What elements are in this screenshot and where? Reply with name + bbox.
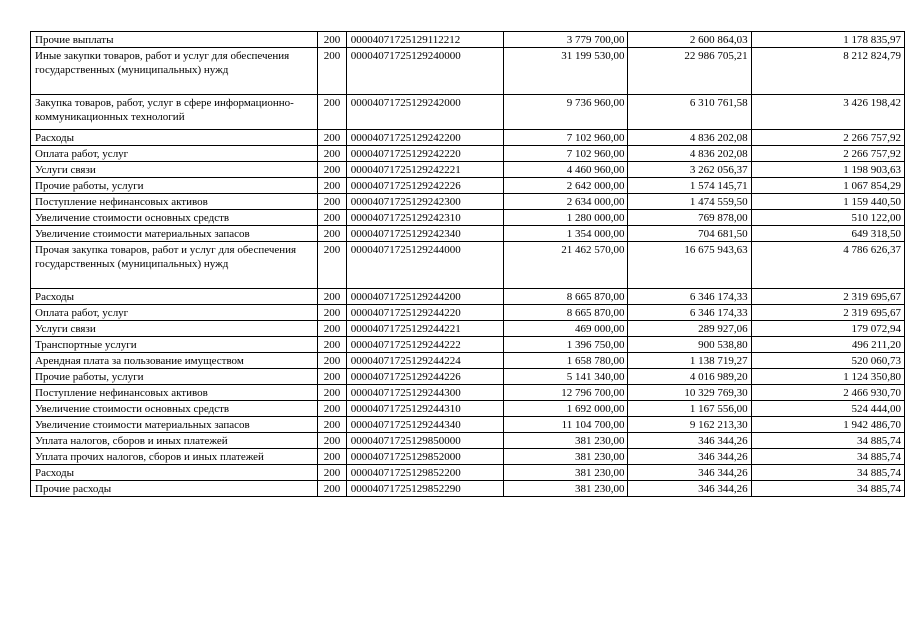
row-executed-cell: 6 346 174,33 [628,289,751,305]
row-name-cell: Услуги связи [31,321,318,337]
row-executed-cell: 4 836 202,08 [628,130,751,146]
table-row [31,242,905,289]
row-budget-code-cell: 00004071725129242340 [346,226,504,242]
row-approved-cell: 381 230,00 [504,449,628,465]
row-approved-cell: 31 199 530,00 [504,48,628,95]
row-unexecuted-cell: 1 067 854,29 [751,178,904,194]
row-executed-cell: 1 574 145,71 [628,178,751,194]
table-row [31,48,905,95]
row-line-code-cell: 200 [318,385,346,401]
row-line-code-cell: 200 [318,48,346,95]
row-budget-code-cell: 00004071725129242226 [346,178,504,194]
table-row [31,32,905,48]
row-unexecuted-cell: 34 885,74 [751,465,904,481]
row-approved-cell: 21 462 570,00 [504,242,628,289]
row-budget-code-cell: 00004071725129240000 [346,48,504,95]
row-approved-cell: 2 634 000,00 [504,194,628,210]
row-name-cell: Услуги связи [31,162,318,178]
table-row [31,130,905,146]
row-approved-cell: 7 102 960,00 [504,130,628,146]
row-unexecuted-cell: 1 124 350,80 [751,369,904,385]
row-line-code-cell: 200 [318,289,346,305]
row-name-cell: Уплата налогов, сборов и иных платежей [31,433,318,449]
row-name-cell: Увеличение стоимости основных средств [31,401,318,417]
row-unexecuted-cell: 1 942 486,70 [751,417,904,433]
row-approved-cell: 1 280 000,00 [504,210,628,226]
row-executed-cell: 16 675 943,63 [628,242,751,289]
row-approved-cell: 469 000,00 [504,321,628,337]
row-executed-cell: 9 162 213,30 [628,417,751,433]
table-row [31,433,905,449]
row-line-code-cell: 200 [318,433,346,449]
table-row [31,465,905,481]
row-name-cell: Расходы [31,289,318,305]
row-budget-code-cell: 00004071725129244220 [346,305,504,321]
row-name-cell: Увеличение стоимости материальных запасов [31,417,318,433]
row-unexecuted-cell: 2 266 757,92 [751,130,904,146]
row-name-cell: Прочие работы, услуги [31,178,318,194]
row-line-code-cell: 200 [318,465,346,481]
row-budget-code-cell: 00004071725129850000 [346,433,504,449]
row-executed-cell: 3 262 056,37 [628,162,751,178]
row-approved-cell: 5 141 340,00 [504,369,628,385]
row-approved-cell: 7 102 960,00 [504,146,628,162]
row-line-code-cell: 200 [318,449,346,465]
row-name-cell: Расходы [31,465,318,481]
row-budget-code-cell: 00004071725129244200 [346,289,504,305]
row-executed-cell: 10 329 769,30 [628,385,751,401]
row-executed-cell: 6 346 174,33 [628,305,751,321]
row-unexecuted-cell: 496 211,20 [751,337,904,353]
row-budget-code-cell: 00004071725129242000 [346,95,504,130]
row-name-cell: Прочая закупка товаров, работ и услуг для обеспечения государственных (муниципальных) нужд [31,242,318,289]
row-unexecuted-cell: 1 159 440,50 [751,194,904,210]
row-line-code-cell: 200 [318,178,346,194]
row-name-cell: Уплата прочих налогов, сборов и иных платежей [31,449,318,465]
row-unexecuted-cell: 524 444,00 [751,401,904,417]
row-executed-cell: 1 138 719,27 [628,353,751,369]
table-row [31,305,905,321]
row-line-code-cell: 200 [318,481,346,497]
row-executed-cell: 1 474 559,50 [628,194,751,210]
row-approved-cell: 1 354 000,00 [504,226,628,242]
row-line-code-cell: 200 [318,353,346,369]
row-executed-cell: 4 016 989,20 [628,369,751,385]
row-name-cell: Прочие расходы [31,481,318,497]
row-unexecuted-cell: 8 212 824,79 [751,48,904,95]
row-unexecuted-cell: 1 178 835,97 [751,32,904,48]
row-budget-code-cell: 00004071725129244300 [346,385,504,401]
table-row [31,481,905,497]
row-unexecuted-cell: 1 198 903,63 [751,162,904,178]
table-row [31,178,905,194]
table-row [31,321,905,337]
row-budget-code-cell: 00004071725129852290 [346,481,504,497]
row-executed-cell: 346 344,26 [628,465,751,481]
table-row [31,385,905,401]
row-unexecuted-cell: 34 885,74 [751,433,904,449]
row-unexecuted-cell: 2 266 757,92 [751,146,904,162]
row-line-code-cell: 200 [318,146,346,162]
expenditure-table-body [31,32,905,497]
row-budget-code-cell: 00004071725129242310 [346,210,504,226]
row-approved-cell: 381 230,00 [504,481,628,497]
row-approved-cell: 1 692 000,00 [504,401,628,417]
row-line-code-cell: 200 [318,417,346,433]
row-approved-cell: 2 642 000,00 [504,178,628,194]
row-budget-code-cell: 00004071725129852200 [346,465,504,481]
row-name-cell: Арендная плата за пользование имуществом [31,353,318,369]
table-row [31,401,905,417]
row-name-cell: Оплата работ, услуг [31,305,318,321]
row-executed-cell: 704 681,50 [628,226,751,242]
row-name-cell: Расходы [31,130,318,146]
row-line-code-cell: 200 [318,210,346,226]
row-line-code-cell: 200 [318,242,346,289]
row-unexecuted-cell: 3 426 198,42 [751,95,904,130]
row-budget-code-cell: 00004071725129244310 [346,401,504,417]
row-name-cell: Иные закупки товаров, работ и услуг для обеспечения государственных (муниципальных) нужд [31,48,318,95]
row-approved-cell: 8 665 870,00 [504,289,628,305]
row-executed-cell: 346 344,26 [628,481,751,497]
row-budget-code-cell: 00004071725129242200 [346,130,504,146]
table-row [31,162,905,178]
row-budget-code-cell: 00004071725129242220 [346,146,504,162]
row-line-code-cell: 200 [318,194,346,210]
row-budget-code-cell: 00004071725129244222 [346,337,504,353]
table-row [31,146,905,162]
row-unexecuted-cell: 649 318,50 [751,226,904,242]
row-budget-code-cell: 00004071725129244226 [346,369,504,385]
row-name-cell: Транспортные услуги [31,337,318,353]
row-approved-cell: 4 460 960,00 [504,162,628,178]
row-name-cell: Увеличение стоимости материальных запасов [31,226,318,242]
row-line-code-cell: 200 [318,321,346,337]
row-executed-cell: 6 310 761,58 [628,95,751,130]
row-budget-code-cell: 00004071725129242221 [346,162,504,178]
row-name-cell: Закупка товаров, работ, услуг в сфере информационно-коммуникационных технологий [31,95,318,130]
row-executed-cell: 289 927,06 [628,321,751,337]
row-line-code-cell: 200 [318,162,346,178]
row-approved-cell: 8 665 870,00 [504,305,628,321]
row-budget-code-cell: 00004071725129244000 [346,242,504,289]
row-line-code-cell: 200 [318,305,346,321]
row-executed-cell: 22 986 705,21 [628,48,751,95]
row-budget-code-cell: 00004071725129112212 [346,32,504,48]
row-budget-code-cell: 00004071725129242300 [346,194,504,210]
table-row [31,210,905,226]
row-line-code-cell: 200 [318,130,346,146]
row-name-cell: Прочие выплаты [31,32,318,48]
row-approved-cell: 1 658 780,00 [504,353,628,369]
row-executed-cell: 769 878,00 [628,210,751,226]
row-line-code-cell: 200 [318,369,346,385]
row-approved-cell: 11 104 700,00 [504,417,628,433]
row-name-cell: Прочие работы, услуги [31,369,318,385]
row-name-cell: Поступление нефинансовых активов [31,194,318,210]
row-unexecuted-cell: 510 122,00 [751,210,904,226]
table-row [31,226,905,242]
table-row [31,289,905,305]
row-unexecuted-cell: 4 786 626,37 [751,242,904,289]
row-executed-cell: 346 344,26 [628,433,751,449]
row-unexecuted-cell: 2 319 695,67 [751,289,904,305]
expenditure-table [30,31,905,497]
table-row [31,417,905,433]
row-line-code-cell: 200 [318,337,346,353]
row-budget-code-cell: 00004071725129244224 [346,353,504,369]
row-approved-cell: 12 796 700,00 [504,385,628,401]
table-row [31,194,905,210]
row-executed-cell: 1 167 556,00 [628,401,751,417]
table-row [31,337,905,353]
row-unexecuted-cell: 179 072,94 [751,321,904,337]
row-unexecuted-cell: 34 885,74 [751,481,904,497]
row-line-code-cell: 200 [318,32,346,48]
row-approved-cell: 1 396 750,00 [504,337,628,353]
row-line-code-cell: 200 [318,226,346,242]
row-unexecuted-cell: 2 466 930,70 [751,385,904,401]
row-unexecuted-cell: 2 319 695,67 [751,305,904,321]
row-name-cell: Поступление нефинансовых активов [31,385,318,401]
row-name-cell: Увеличение стоимости основных средств [31,210,318,226]
row-executed-cell: 2 600 864,03 [628,32,751,48]
row-name-cell: Оплата работ, услуг [31,146,318,162]
row-approved-cell: 381 230,00 [504,465,628,481]
row-approved-cell: 3 779 700,00 [504,32,628,48]
row-executed-cell: 346 344,26 [628,449,751,465]
row-line-code-cell: 200 [318,95,346,130]
table-row [31,449,905,465]
table-row [31,95,905,130]
table-row [31,369,905,385]
row-approved-cell: 9 736 960,00 [504,95,628,130]
row-unexecuted-cell: 34 885,74 [751,449,904,465]
row-budget-code-cell: 00004071725129244340 [346,417,504,433]
row-budget-code-cell: 00004071725129852000 [346,449,504,465]
row-executed-cell: 900 538,80 [628,337,751,353]
row-executed-cell: 4 836 202,08 [628,146,751,162]
table-row [31,353,905,369]
row-approved-cell: 381 230,00 [504,433,628,449]
row-budget-code-cell: 00004071725129244221 [346,321,504,337]
row-line-code-cell: 200 [318,401,346,417]
row-unexecuted-cell: 520 060,73 [751,353,904,369]
